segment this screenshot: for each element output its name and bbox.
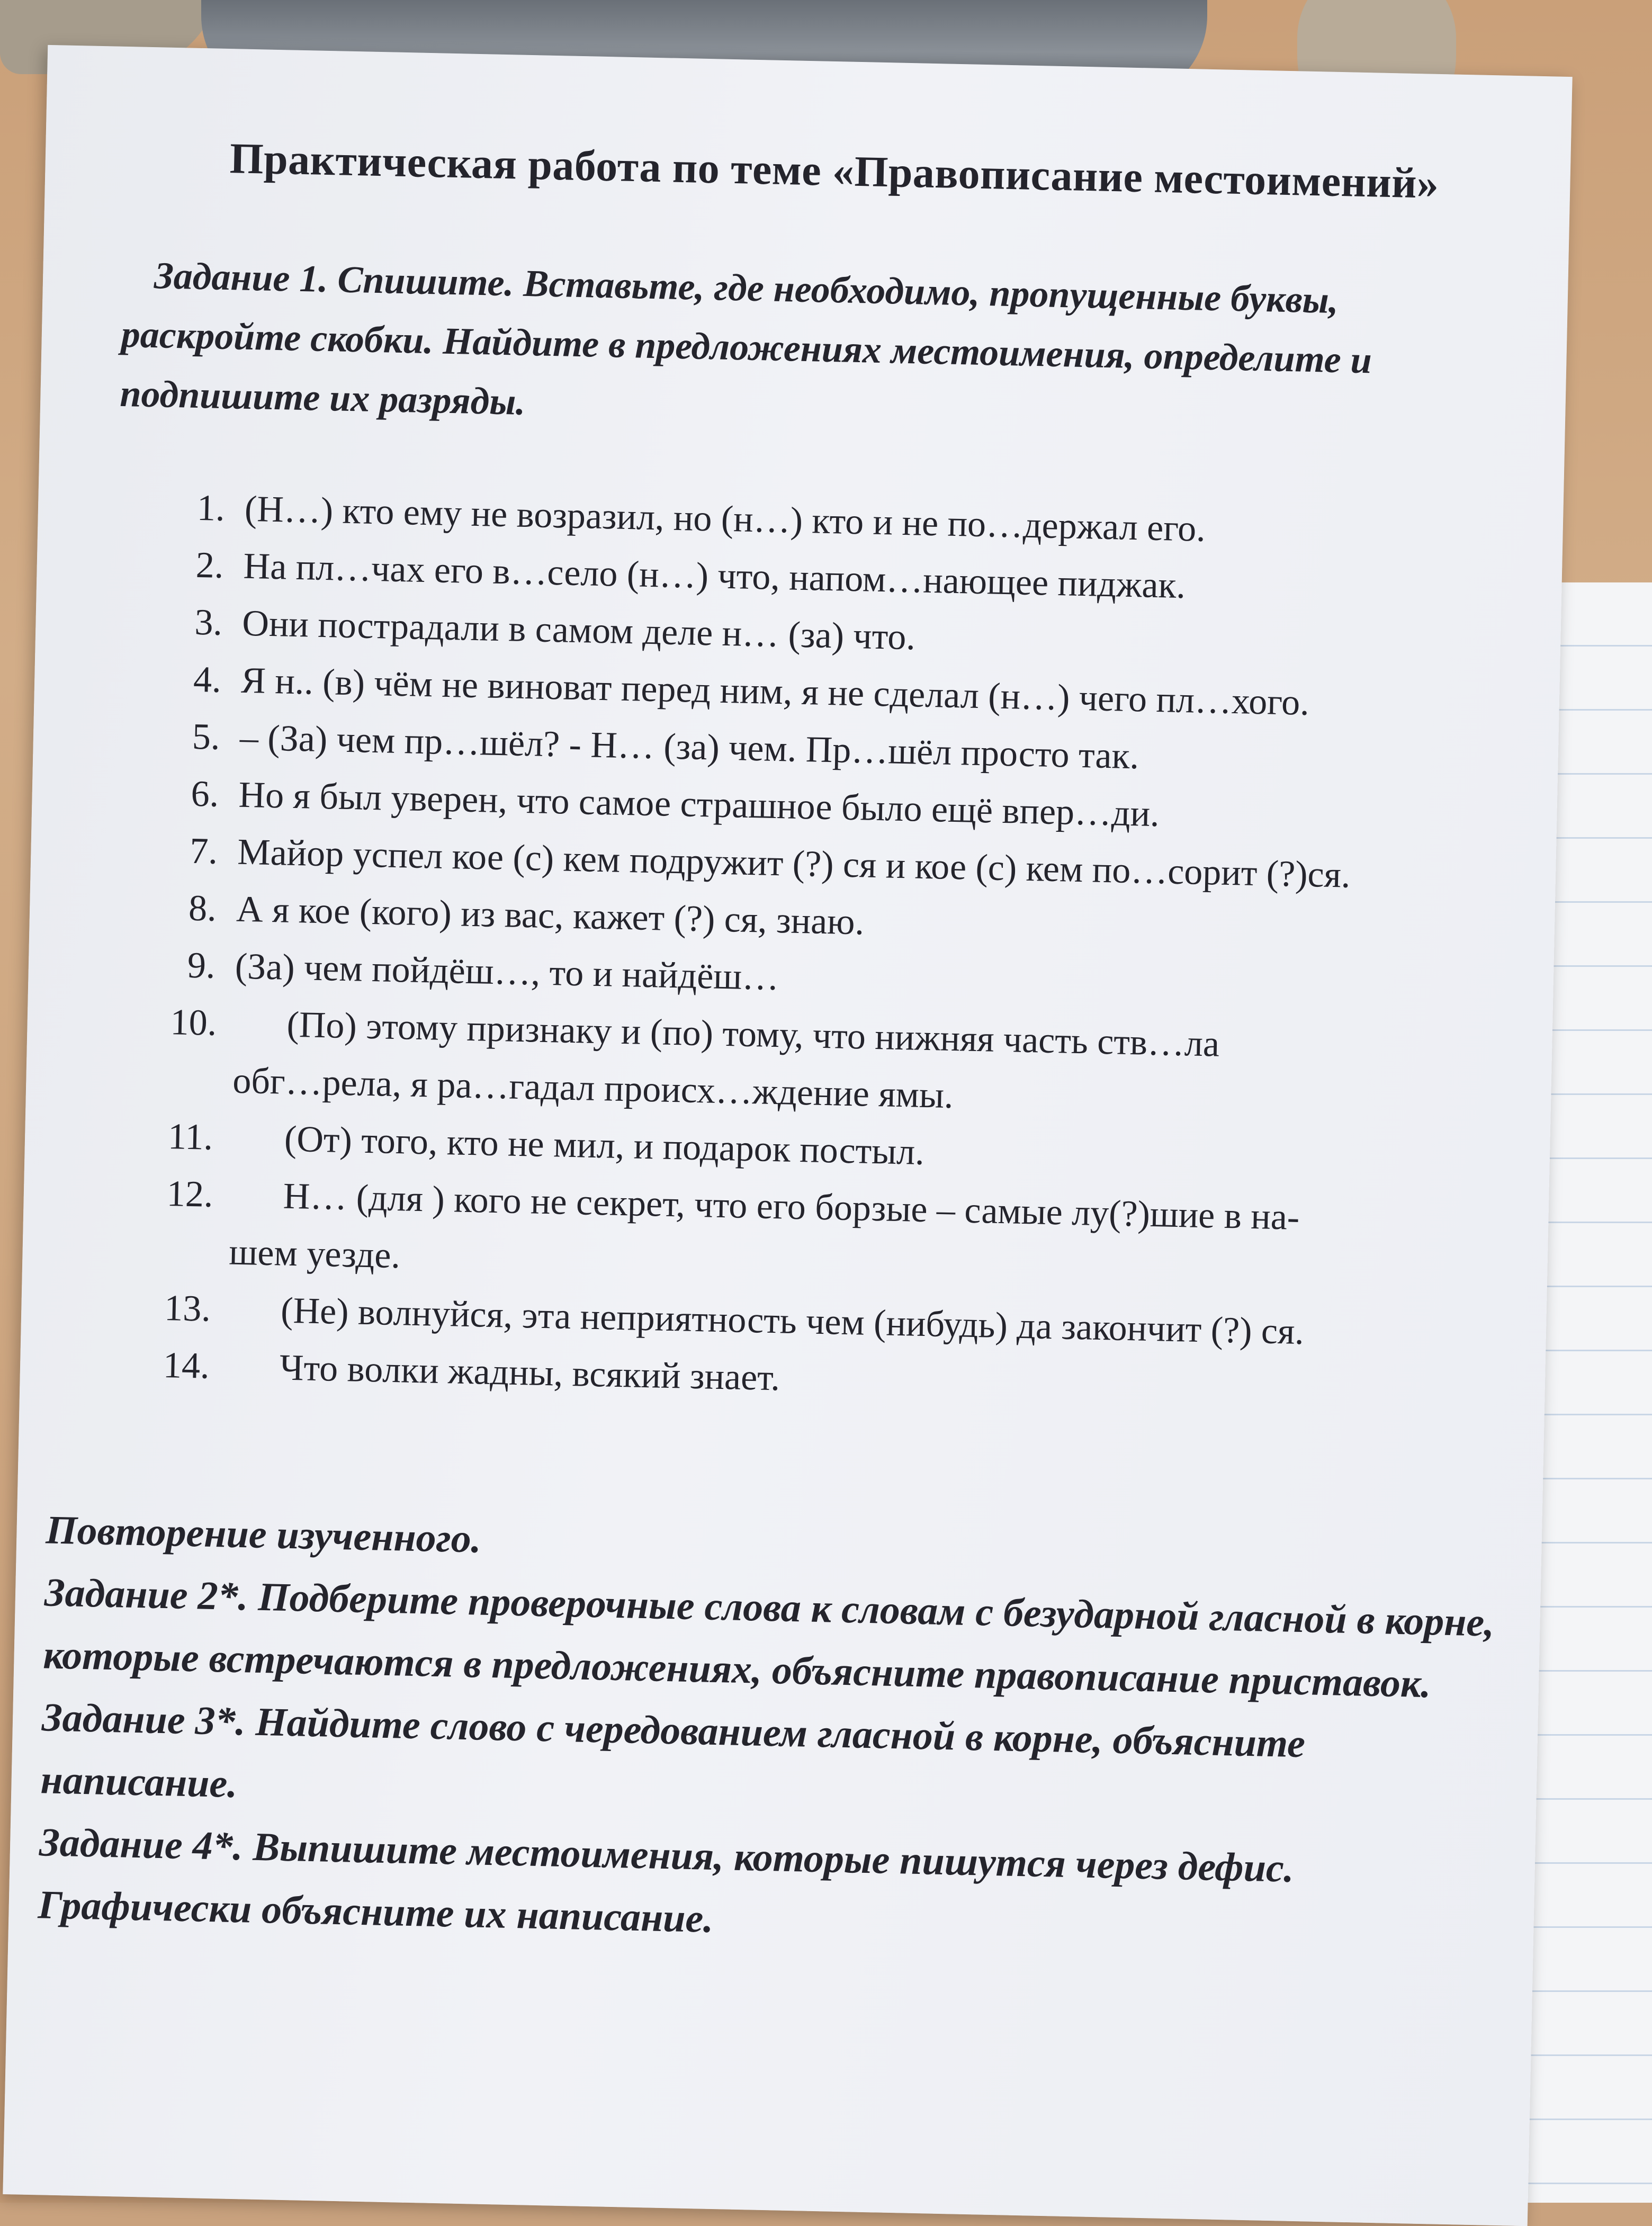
sentence-text: (За) чем пойдёш…, то и найдёш… — [235, 946, 780, 999]
sentence-continuation: шем уезде. — [228, 1232, 401, 1277]
sentence-number: 1. — [196, 487, 226, 529]
sentence-text: Но я был уверен, что самое страшное было ещё впер…ди. — [238, 774, 1160, 835]
sentence-number: 14. — [163, 1344, 210, 1387]
sentence-number: 12. — [166, 1173, 214, 1215]
task-2-instructions: Задание 2*. Подберите проверочные слова к словам с безударной гласной в корне, которые встречаются в предложениях, объясните правописание приставок. — [42, 1570, 1495, 1707]
worksheet-page — [3, 45, 1572, 2226]
sentence-continuation: обг…рела, я ра…гадал происх…ждение ямы. — [232, 1060, 954, 1117]
sentence-text: – (За) чем пр…шёл? - Н… (за) чем. Пр…шёл просто так. — [239, 717, 1139, 777]
sentence-text: (Не) волнуйся, эта неприятность чем (нибудь) да закончит (?) ся. — [280, 1290, 1305, 1353]
review-section — [38, 1498, 1497, 1966]
sentence-text: На пл…чах его в…село (н…) что, напом…нающее пиджак. — [243, 545, 1186, 607]
sentence-text: (По) этому признаку и (по) тому, что нижняя часть ств…ла — [286, 1004, 1220, 1065]
sentence-text: Н… (для ) кого не секрет, что его борзые – самые лу(?)шие в на- — [283, 1175, 1300, 1238]
sentence-number: 6. — [190, 773, 220, 815]
sentence-text: Что волки жадны, всякий знает. — [279, 1347, 780, 1399]
page-title: Практическая работа по теме «Правописание местоимений» — [229, 134, 1440, 208]
task-4-instructions: Задание 4*. Выпишите местоимения, которые пишутся через дефис. Графически объясните их написание. — [37, 1820, 1295, 1941]
sentence-number: 4. — [193, 659, 222, 701]
sentence-text: Я н.. (в) чём не виноват перед ним, я не сделал (н…) чего пл…хого. — [240, 660, 1310, 724]
sentence-number: 5. — [192, 716, 221, 758]
sentence-number: 8. — [188, 887, 217, 929]
task-1-instructions: Задание 1. Спишите. Вставьте, где необходимо, пропущенные буквы, раскройте скобки. Найдите в предложениях местоимения, определите и подпишите их разряды. — [119, 254, 1372, 423]
sentence-text: (Н…) кто ему не возразил, но (н…) кто и не по…держал его. — [244, 488, 1206, 550]
sentence-list — [99, 478, 1495, 1422]
sentence-number: 3. — [194, 602, 223, 643]
sentence-number: 2. — [195, 544, 225, 587]
sentence-text: А я кое (кого) из вас, кажет (?) ся, знаю. — [236, 888, 865, 943]
sentence-number: 10. — [169, 1002, 217, 1044]
sentence-text: Они пострадали в самом деле н… (за) что. — [241, 603, 916, 658]
sentence-text: (От) того, кто не мил, и подарок постыл. — [284, 1118, 925, 1173]
sentence-number: 7. — [189, 830, 218, 872]
review-heading: Повторение изученного. — [45, 1507, 482, 1561]
sentence-number: 9. — [187, 945, 216, 986]
sentence-number: 11. — [167, 1116, 213, 1158]
task-3-instructions: Задание 3*. Найдите слово с чередованием гласной в корне, объясните написание. — [40, 1695, 1306, 1807]
sentence-number: 13. — [164, 1287, 211, 1330]
sentence-text: Майор успел кое (с) кем подружит (?) ся и кое (с) кем по…сорит (?)ся. — [237, 831, 1351, 896]
